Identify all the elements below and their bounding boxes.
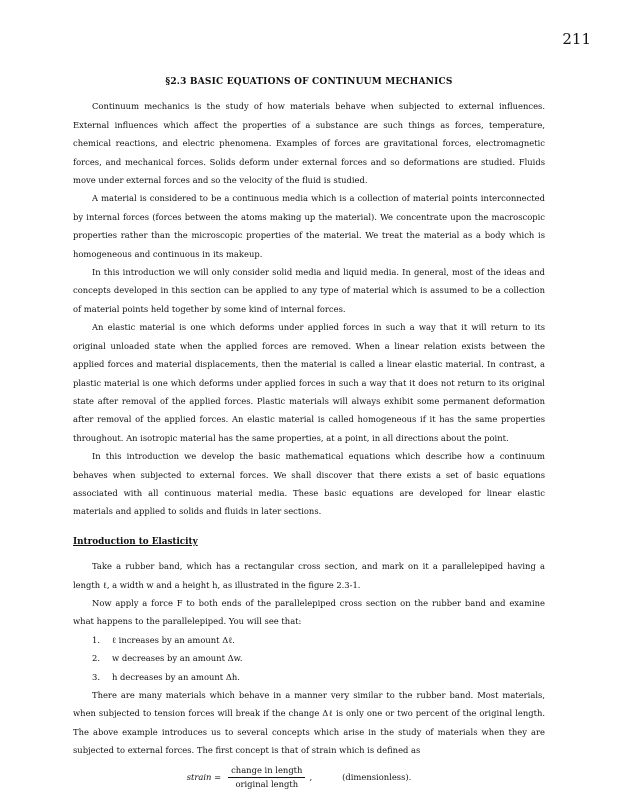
- list-number: 2.: [92, 653, 100, 664]
- formula-fraction: [228, 764, 305, 791]
- formula-lhs: strain =: [186, 771, 222, 782]
- paragraph: In this introduction we develop the basic mathematical equations which describe how a continuum behaves when subjected to external forces. We shall discover that there exists a set of basic equations associated with all continuous material media. These basic equations are developed for linear elastic materials and applied to solids and fluids in later sections.: [73, 451, 545, 517]
- list-item: [73, 668, 545, 686]
- list-item: [73, 631, 545, 649]
- paragraph: Now apply a force F to both ends of the parallelepiped cross section on the rubber band and examine what happens to the parallelepiped. You will see that:: [73, 597, 545, 627]
- section-title: §2.3 BASIC EQUATIONS OF CONTINUUM MECHANICS: [165, 77, 453, 87]
- paragraph: An elastic material is one which deforms under applied forces in such a way that it will return to its original unloaded state when the applied forces are removed. When a linear relation exists between the applied forces and material displacements, then the material is called a linear elastic material. In contrast, a plastic material is one which deforms under applied forces in such a way that it does not return to its original state after removal of the applied forces. Plastic materials will always exhibit some permanent deformation after removal of the applied forces. An elastic material is called homogeneous if it has the same properties throughout. An isotropic material has the same properties, at a point, in all directions about the point.: [73, 322, 545, 443]
- paragraph: A material is considered to be a continuous media which is a collection of material points interconnected by internal forces (forces between the atoms making up the material). We concentrate upon the macroscopic properties rather than the microscopic properties of the material. We treat the material as a body which is homogeneous and continuous in its makeup.: [73, 193, 545, 259]
- paragraph: Continuum mechanics is the study of how materials behave when subjected to external influences. External influences which affect the properties of a substance are such things as forces, temperature, chemical reactions, and electric phenomena. Examples of forces are gravitational forces, electromagnetic forces, and mechanical forces. Solids deform under external forces and so deformations are studied. Fluids move under external forces and so the velocity of the fluid is studied.: [73, 101, 545, 186]
- paragraph: In this introduction we will only consider solid media and liquid media. In general, most of the ideas and concepts developed in this section can be applied to any type of material which is assumed to be a collection of material points held together by some kind of internal forces.: [73, 267, 545, 314]
- list-number: 3.: [92, 671, 100, 682]
- list-text: h decreases by an amount Δh.: [112, 671, 240, 682]
- formula-denominator: original length: [235, 778, 299, 789]
- formula-note: (dimensionless).: [342, 771, 412, 782]
- page-content: [73, 73, 545, 791]
- formula-numerator: change in length: [228, 764, 305, 778]
- strain-formula: [53, 764, 545, 791]
- list-text: ℓ increases by an amount Δℓ.: [112, 634, 235, 645]
- subheading: Introduction to Elasticity: [73, 536, 198, 547]
- paragraph: Take a rubber band, which has a rectangular cross section, and mark on it a parallelepiped having a length ℓ, a width w and a height h, as illustrated in the figure 2.3-1.: [73, 561, 545, 590]
- list-item: [73, 649, 545, 667]
- page-number: 211: [562, 30, 591, 48]
- observation-list: [73, 631, 545, 686]
- list-number: 1.: [92, 634, 100, 645]
- paragraph: There are many materials which behave in a manner very similar to the rubber band. Most materials, when subjected to tension forces will break if the change Δℓ is only one or two percent of the original length. The above example introduces us to several concepts which arise in the study of materials when they are subjected to external forces. The first concept is that of strain which is defined as: [73, 690, 545, 756]
- list-text: w decreases by an amount Δw.: [112, 653, 243, 664]
- formula-trailing: ,: [309, 771, 313, 782]
